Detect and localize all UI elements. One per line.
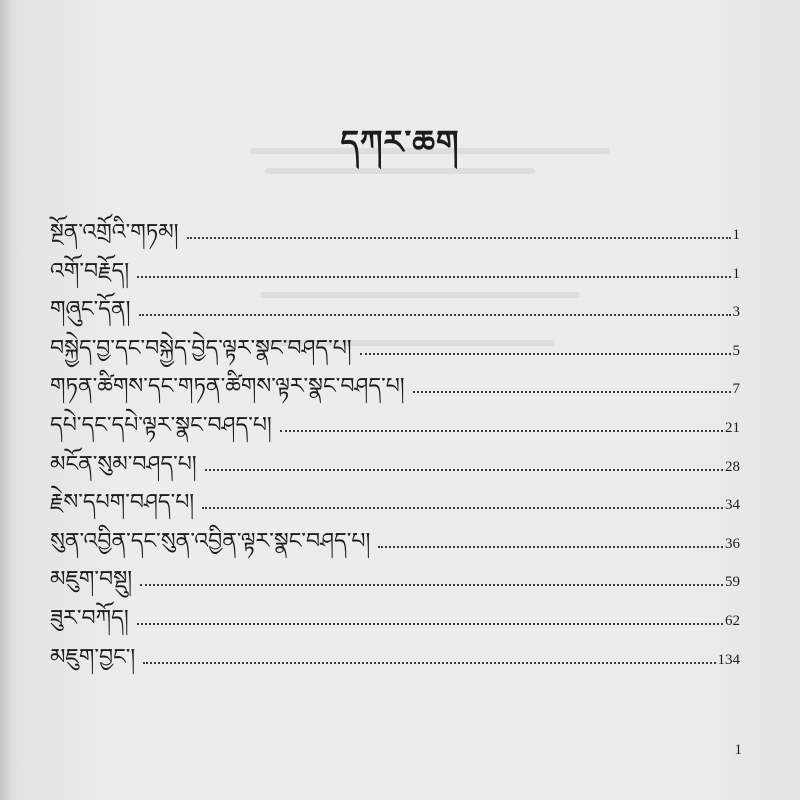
toc-entry xyxy=(50,334,740,373)
toc-entry xyxy=(50,488,740,527)
dot-leader xyxy=(202,507,723,509)
toc-entry-title: དཔེ་དང་དཔེ་ལྟར་སྣང་བཤད་པ། xyxy=(50,412,272,438)
dot-leader xyxy=(137,623,723,625)
toc-entry-title: མཇུག་བསྡུ། xyxy=(50,567,133,593)
toc-entry-page: 134 xyxy=(717,651,740,668)
toc-entry xyxy=(50,257,740,296)
toc-entry-page: 21 xyxy=(725,419,740,436)
dot-leader xyxy=(187,237,731,239)
toc-entry-title: མངོན་སུམ་བཤད་པ། xyxy=(50,451,197,477)
toc-entry-page: 62 xyxy=(725,612,740,629)
dot-leader xyxy=(360,353,731,355)
toc-entry-title: སུན་འབྱིན་དང་སུན་འབྱིན་ལྟར་སྣང་བཤད་པ། xyxy=(50,528,371,554)
toc-entry-page: 3 xyxy=(732,304,740,321)
toc-entry-page: 7 xyxy=(732,381,740,398)
toc-entry-title: གཏན་ཚིགས་དང་གཏན་ཚིགས་ལྟར་སྣང་བཤད་པ། xyxy=(50,374,405,400)
toc-entry-page: 36 xyxy=(725,535,740,552)
dot-leader xyxy=(205,469,723,471)
toc-entry xyxy=(50,450,740,489)
toc-entry xyxy=(50,643,740,682)
dot-leader xyxy=(413,391,731,393)
toc-entry-page: 1 xyxy=(732,265,740,282)
dot-leader xyxy=(140,584,723,586)
page-number: 1 xyxy=(734,742,742,758)
dot-leader xyxy=(139,314,731,316)
toc-list xyxy=(50,218,740,681)
dot-leader xyxy=(143,662,715,664)
toc-entry xyxy=(50,604,740,643)
toc-entry-title: མཇུག་བྱང་། xyxy=(50,644,136,670)
toc-entry xyxy=(50,411,740,450)
toc-entry xyxy=(50,372,740,411)
toc-entry xyxy=(50,218,740,257)
dot-leader xyxy=(137,276,730,278)
toc-entry-title: འགོ་བརྗོད། xyxy=(50,258,130,284)
toc-entry-title: སྔོན་འགྲོའི་གཏམ། xyxy=(50,220,179,245)
toc-entry-title: བསྐྱེད་བྱ་དང་བསྐྱེད་བྱེད་ལྟར་སྣང་བཤད་པ། xyxy=(50,335,352,361)
toc-entry-page: 5 xyxy=(732,342,740,359)
toc-entry-page: 1 xyxy=(732,227,740,243)
toc-entry-title: གཞུང་དོན། xyxy=(50,297,131,323)
toc-entry-page: 59 xyxy=(725,574,740,591)
show-through-line xyxy=(265,168,535,174)
toc-entry xyxy=(50,295,740,334)
dot-leader xyxy=(378,546,723,548)
dot-leader xyxy=(280,430,723,432)
toc-entry-page: 28 xyxy=(725,458,740,475)
toc-entry-title: རྗེས་དཔག་བཤད་པ། xyxy=(50,490,195,516)
toc-entry xyxy=(50,565,740,604)
toc-entry xyxy=(50,527,740,566)
toc-title: དཀར་ཆག xyxy=(340,123,460,161)
toc-entry-page: 34 xyxy=(725,497,740,514)
toc-entry-title: ཟུར་བཀོད། xyxy=(50,605,129,631)
